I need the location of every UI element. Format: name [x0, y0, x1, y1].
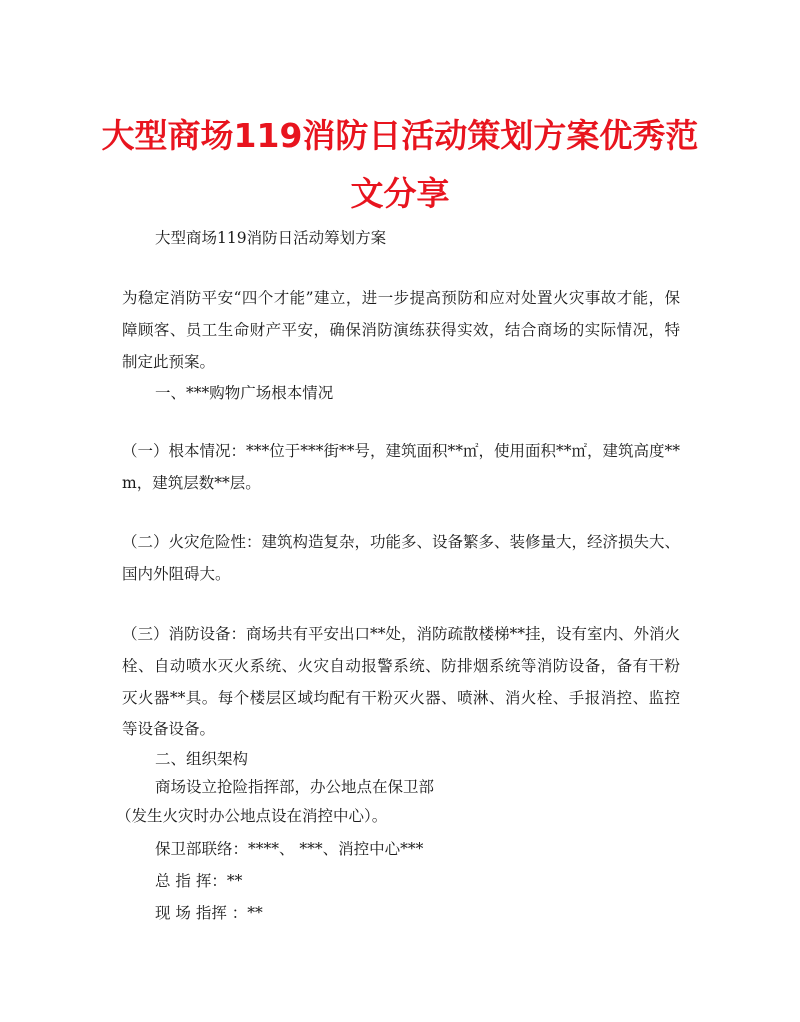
org-line-1: 商场设立抢险指挥部，办公地点在保卫部	[155, 778, 435, 796]
item-3-line-2: 栓、自动喷水灭火系统、火灾自动报警系统、防排烟系统等消防设备，备有干粉	[122, 657, 680, 675]
commander-line: 总 指 挥：**	[155, 872, 243, 890]
contact-line: 保卫部联络：****、 ***、消控中心***	[155, 840, 424, 858]
intro-line-3: 制定此预案。	[122, 353, 216, 371]
item-2-line-1: （二）火灾危险性：建筑构造复杂，功能多、设备繁多、装修量大，经济损失大、	[122, 533, 681, 551]
document-title-line-2: 文分享	[350, 174, 450, 213]
document-title-line-1: 大型商场119消防日活动策划方案优秀范	[101, 116, 699, 155]
intro-line-2: 障顾客、员工生命财产平安，确保消防演练获得实效，结合商场的实际情况，特	[122, 321, 680, 339]
section-2-heading: 二、组织架构	[155, 750, 249, 768]
section-1-heading: 一、***购物广场根本情况	[155, 384, 334, 402]
item-2-line-2: 国内外阻碍大。	[122, 565, 231, 583]
item-1-line-2: m，建筑层数**层。	[122, 474, 261, 492]
intro-line-1: 为稳定消防平安“四个才能”建立，进一步提高预防和应对处置火灾事故才能，保	[122, 289, 680, 307]
document-subtitle: 大型商场119消防日活动筹划方案	[155, 229, 387, 247]
item-3-line-3: 灭火器**具。每个楼层区域均配有干粉灭火器、喷淋、消火栓、手报消控、监控	[122, 689, 680, 707]
item-1-line-1: （一）根本情况：***位于***街**号，建筑面积**㎡，使用面积**㎡，建筑高度**	[122, 442, 681, 460]
site-commander-line: 现 场 指挥 ：**	[155, 904, 263, 922]
item-3-line-4: 等设备设备。	[122, 720, 216, 738]
item-3-line-1: （三）消防设备：商场共有平安出口**处，消防疏散楼梯**挂，设有室内、外消火	[122, 625, 681, 643]
org-line-2: （发生火灾时办公地点设在消控中心）。	[116, 807, 388, 825]
